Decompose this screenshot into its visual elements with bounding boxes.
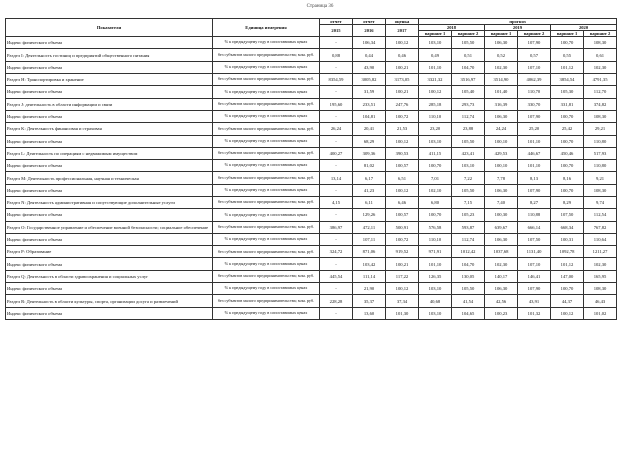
indicator-cell: Индекс физического объема xyxy=(6,86,213,98)
value-cell: 316,39 xyxy=(485,98,518,110)
value-cell: 107,10 xyxy=(518,258,551,270)
value-cell: 104,65 xyxy=(452,307,485,319)
value-cell: 105,30 xyxy=(551,86,584,98)
value-cell: 105,50 xyxy=(452,184,485,196)
value-cell: 106,30 xyxy=(485,184,518,196)
unit-cell: без субъектов малого предпринимательства; млн. руб. xyxy=(213,270,320,282)
value-cell: 8354,59 xyxy=(320,74,353,86)
value-cell: 102,30 xyxy=(485,258,518,270)
value-cell: 108,30 xyxy=(584,184,617,196)
value-cell: 104,70 xyxy=(452,258,485,270)
indicator-cell: Раздел J: деятельность в области информации и связи xyxy=(6,98,213,110)
value-cell: 103,10 xyxy=(419,135,452,147)
value-cell: 450,46 xyxy=(551,147,584,159)
indicator-cell: Индекс физического объема xyxy=(6,307,213,319)
value-cell: - xyxy=(320,307,353,319)
table-row xyxy=(6,246,617,258)
unit-cell: % к предыдущему году в сопоставимых ценах xyxy=(213,37,320,49)
value-cell: 110,80 xyxy=(584,135,617,147)
unit-cell: % к предыдущему году в сопоставимых ценах xyxy=(213,110,320,122)
table-row xyxy=(6,172,617,184)
value-cell: 1211,27 xyxy=(584,246,617,258)
value-cell: 228,28 xyxy=(320,295,353,307)
value-cell: 112,54 xyxy=(584,209,617,221)
value-cell: 101,32 xyxy=(518,307,551,319)
value-cell: 101,10 xyxy=(518,135,551,147)
value-cell: 112,70 xyxy=(584,86,617,98)
value-cell: 390,53 xyxy=(386,147,419,159)
value-cell: 6,11 xyxy=(353,197,386,209)
value-cell: 233,51 xyxy=(353,98,386,110)
value-cell: 107,50 xyxy=(551,209,584,221)
value-cell: 165,95 xyxy=(584,270,617,282)
value-cell: 146,41 xyxy=(518,270,551,282)
indicator-header: Показатели xyxy=(6,19,213,37)
value-cell: 4,15 xyxy=(320,197,353,209)
indicator-cell: Раздел P: Образование xyxy=(6,246,213,258)
unit-cell: без субъектов малого предпринимательства; млн. руб. xyxy=(213,197,320,209)
indicator-cell: Раздел H: Транспортировка и хранение xyxy=(6,74,213,86)
value-cell: - xyxy=(320,233,353,245)
value-cell: 3514,90 xyxy=(485,74,518,86)
value-cell: 103,10 xyxy=(419,37,452,49)
value-cell: 107,90 xyxy=(518,184,551,196)
value-cell: 100,21 xyxy=(386,86,419,98)
value-cell: 100,10 xyxy=(485,135,518,147)
value-cell: 23,20 xyxy=(419,123,452,135)
value-cell: 108,30 xyxy=(584,37,617,49)
unit-cell: % к предыдущему году в сопоставимых ценах xyxy=(213,283,320,295)
value-cell: 105,50 xyxy=(452,283,485,295)
value-cell: 26,24 xyxy=(320,123,353,135)
value-cell: 130,05 xyxy=(452,270,485,282)
value-cell: 100,12 xyxy=(386,37,419,49)
value-cell: 105,23 xyxy=(452,209,485,221)
value-cell: 100,70 xyxy=(551,283,584,295)
value-cell: 13,14 xyxy=(320,172,353,184)
value-cell: 0,52 xyxy=(485,49,518,61)
variant-header: вариант 2 xyxy=(518,31,551,37)
value-cell: 106,34 xyxy=(353,37,386,49)
value-cell: 105,50 xyxy=(452,37,485,49)
value-cell: 517,93 xyxy=(584,147,617,159)
unit-cell: % к предыдущему году в сопоставимых ценах xyxy=(213,160,320,172)
value-cell: 7,78 xyxy=(485,172,518,184)
value-cell: 8,27 xyxy=(518,197,551,209)
table-row xyxy=(6,123,617,135)
table-row xyxy=(6,283,617,295)
value-cell: 108,30 xyxy=(584,110,617,122)
value-cell: - xyxy=(320,184,353,196)
value-cell: 46,43 xyxy=(584,295,617,307)
estimate-header: оценка xyxy=(386,19,419,25)
value-cell: 20,41 xyxy=(353,123,386,135)
report-header-2015: отчет xyxy=(320,19,353,25)
value-cell: 100,31 xyxy=(551,233,584,245)
value-cell: 101,12 xyxy=(551,61,584,73)
value-cell: 6,17 xyxy=(353,172,386,184)
value-cell: 104,81 xyxy=(353,110,386,122)
value-cell: 25,42 xyxy=(551,123,584,135)
value-cell: 103,10 xyxy=(419,307,452,319)
value-cell: 3516,97 xyxy=(452,74,485,86)
value-cell: 429,53 xyxy=(485,147,518,159)
value-cell: 108,30 xyxy=(584,283,617,295)
table-row xyxy=(6,135,617,147)
value-cell: 107,90 xyxy=(518,37,551,49)
value-cell: 330,70 xyxy=(518,98,551,110)
value-cell: - xyxy=(320,160,353,172)
value-cell: 110,70 xyxy=(518,86,551,98)
value-cell: - xyxy=(320,258,353,270)
value-cell: 7,01 xyxy=(419,172,452,184)
value-cell: 102,30 xyxy=(485,61,518,73)
value-cell: 1092,78 xyxy=(551,246,584,258)
table-row xyxy=(6,110,617,122)
value-cell: 107,90 xyxy=(518,110,551,122)
value-cell: 576,58 xyxy=(419,221,452,233)
table-row xyxy=(6,233,617,245)
value-cell: 639,67 xyxy=(485,221,518,233)
value-cell: 100,70 xyxy=(551,135,584,147)
value-cell: 100,72 xyxy=(386,110,419,122)
unit-cell: без субъектов малого предпринимательства; млн. руб. xyxy=(213,221,320,233)
value-cell: 101,12 xyxy=(551,258,584,270)
unit-cell: без субъектов малого предпринимательства; млн. руб. xyxy=(213,98,320,110)
value-cell: 102,30 xyxy=(584,61,617,73)
page-number: Страница 36 xyxy=(306,4,334,9)
value-cell: 101,10 xyxy=(419,258,452,270)
value-cell: 100,70 xyxy=(419,209,452,221)
unit-cell: без субъектов малого предпринимательства; млн. руб. xyxy=(213,74,320,86)
value-cell: 147,00 xyxy=(551,270,584,282)
value-cell: - xyxy=(320,61,353,73)
value-cell: 9,74 xyxy=(584,197,617,209)
value-cell: 374,82 xyxy=(584,98,617,110)
value-cell: 41,54 xyxy=(452,295,485,307)
indicator-cell: Индекс физического объема xyxy=(6,209,213,221)
value-cell: 110,10 xyxy=(419,110,452,122)
unit-cell: % к предыдущему году в сопоставимых ценах xyxy=(213,307,320,319)
value-cell: 324,72 xyxy=(320,246,353,258)
value-cell: 110,10 xyxy=(419,233,452,245)
unit-cell: без субъектов малого предпринимательства; млн. руб. xyxy=(213,49,320,61)
unit-cell: % к предыдущему году в сопоставимых ценах xyxy=(213,258,320,270)
value-cell: 3854,54 xyxy=(551,74,584,86)
value-cell: 386,97 xyxy=(320,221,353,233)
year-header-2019: 2019 xyxy=(485,25,551,31)
variant-header: вариант 1 xyxy=(485,31,518,37)
value-cell: 21,53 xyxy=(386,123,419,135)
table-row xyxy=(6,258,617,270)
value-cell: - xyxy=(320,283,353,295)
table-row xyxy=(6,74,617,86)
value-cell: 0,46 xyxy=(386,49,419,61)
value-cell: 500,91 xyxy=(386,221,419,233)
value-cell: 6,46 xyxy=(386,197,419,209)
value-cell: 971,91 xyxy=(419,246,452,258)
value-cell: 101,40 xyxy=(485,86,518,98)
value-cell: 4791,35 xyxy=(584,74,617,86)
value-cell: 0,49 xyxy=(419,49,452,61)
table-row xyxy=(6,147,617,159)
value-cell: 106,30 xyxy=(485,37,518,49)
indicator-cell: Раздел Q: Деятельность в области здравоохранения и социальных услуг xyxy=(6,270,213,282)
value-cell: 7,15 xyxy=(452,197,485,209)
table-row xyxy=(6,98,617,110)
value-cell: 7,22 xyxy=(452,172,485,184)
value-cell: 110,88 xyxy=(518,209,551,221)
value-cell: 100,21 xyxy=(386,258,419,270)
year-header-2015: 2015 xyxy=(320,25,353,37)
year-header-2017: 2017 xyxy=(386,25,419,37)
value-cell: 8,29 xyxy=(551,197,584,209)
value-cell: 445,54 xyxy=(320,270,353,282)
value-cell: 3173,05 xyxy=(386,74,419,86)
table-row xyxy=(6,270,617,282)
unit-cell: % к предыдущему году в сопоставимых ценах xyxy=(213,61,320,73)
value-cell: 100,70 xyxy=(551,160,584,172)
year-header-2018: 2018 xyxy=(419,25,485,31)
year-header-2016: 2016 xyxy=(353,25,386,37)
table-row xyxy=(6,61,617,73)
value-cell: 100,23 xyxy=(485,307,518,319)
value-cell: 285,18 xyxy=(419,98,452,110)
value-cell: 100,70 xyxy=(419,160,452,172)
value-cell: 1131,40 xyxy=(518,246,551,258)
unit-cell: без субъектов малого предпринимательства; млн. руб. xyxy=(213,295,320,307)
unit-cell: % к предыдущему году в сопоставимых ценах xyxy=(213,209,320,221)
value-cell: 7,40 xyxy=(485,197,518,209)
table-row xyxy=(6,49,617,61)
value-cell: 0,61 xyxy=(584,49,617,61)
value-cell: 247,76 xyxy=(386,98,419,110)
value-cell: 0,55 xyxy=(551,49,584,61)
value-cell: 100,12 xyxy=(386,283,419,295)
value-cell: 110,64 xyxy=(584,233,617,245)
value-cell: 107,11 xyxy=(353,233,386,245)
value-cell: 100,70 xyxy=(551,184,584,196)
value-cell: 112,74 xyxy=(452,110,485,122)
value-cell: 101,02 xyxy=(584,307,617,319)
indicator-cell: Раздел K: Деятельность финансовая и страховая xyxy=(6,123,213,135)
value-cell: 140,17 xyxy=(485,270,518,282)
value-cell: 102,10 xyxy=(419,184,452,196)
value-cell: 8,16 xyxy=(551,172,584,184)
value-cell: 104,70 xyxy=(452,61,485,73)
indicator-cell: Раздел I: Деятельность гостиниц и предприятий общественного питания xyxy=(6,49,213,61)
unit-cell: % к предыдущему году в сопоставимых ценах xyxy=(213,86,320,98)
value-cell: 1037,68 xyxy=(485,246,518,258)
value-cell: 31,59 xyxy=(353,86,386,98)
table-header xyxy=(6,19,617,37)
table-row xyxy=(6,221,617,233)
indicator-cell: Индекс физического объема xyxy=(6,233,213,245)
value-cell: 112,74 xyxy=(452,233,485,245)
indicator-cell: Индекс физического объема xyxy=(6,283,213,295)
value-cell: 331,81 xyxy=(551,98,584,110)
unit-cell: % к предыдущему году в сопоставимых ценах xyxy=(213,233,320,245)
value-cell: 100,12 xyxy=(386,184,419,196)
value-cell: 103,42 xyxy=(353,258,386,270)
indicator-cell: Раздел R: Деятельность в области культуры, спорта, организации досуга и развлечений xyxy=(6,295,213,307)
forecast-table xyxy=(5,18,617,320)
value-cell: 105,50 xyxy=(452,135,485,147)
indicator-cell: Индекс физического объема xyxy=(6,61,213,73)
table-body xyxy=(6,37,617,320)
value-cell: 100,57 xyxy=(386,160,419,172)
value-cell: 42,56 xyxy=(485,295,518,307)
indicator-cell: Раздел M: Деятельность профессиональная, научная и техническая xyxy=(6,172,213,184)
value-cell: 100,70 xyxy=(551,37,584,49)
value-cell: 106,30 xyxy=(485,283,518,295)
value-cell: 81,02 xyxy=(353,160,386,172)
value-cell: 1012,42 xyxy=(452,246,485,258)
value-cell: 129,26 xyxy=(353,209,386,221)
value-cell: 919,52 xyxy=(386,246,419,258)
value-cell: 40,68 xyxy=(419,295,452,307)
indicator-cell: Раздел N: Деятельность административная и сопутствующие дополнительные услуги xyxy=(6,197,213,209)
value-cell: 411,15 xyxy=(419,147,452,159)
value-cell: 4062,39 xyxy=(518,74,551,86)
value-cell: 107,90 xyxy=(518,283,551,295)
variant-header: вариант 2 xyxy=(452,31,485,37)
value-cell: - xyxy=(320,86,353,98)
value-cell: 103,10 xyxy=(452,160,485,172)
table-row xyxy=(6,37,617,49)
indicator-cell: Раздел O: Государственное управление и обеспечение военной безопасности; социальное обеспечение xyxy=(6,221,213,233)
table-row xyxy=(6,307,617,319)
value-cell: 101,30 xyxy=(386,307,419,319)
value-cell: 110,80 xyxy=(584,160,617,172)
value-cell: 9,21 xyxy=(584,172,617,184)
value-cell: 41,23 xyxy=(353,184,386,196)
indicator-cell: Индекс физического объема xyxy=(6,110,213,122)
value-cell: 3005,82 xyxy=(353,74,386,86)
table-row xyxy=(6,295,617,307)
value-cell: 107,50 xyxy=(518,233,551,245)
value-cell: 100,12 xyxy=(551,307,584,319)
value-cell: 43,90 xyxy=(353,61,386,73)
value-cell: - xyxy=(320,209,353,221)
unit-cell: без субъектов малого предпринимательства; млн. руб. xyxy=(213,147,320,159)
value-cell: 21,90 xyxy=(353,283,386,295)
value-cell: 103,10 xyxy=(419,283,452,295)
value-cell: 293,73 xyxy=(452,98,485,110)
unit-cell: % к предыдущему году в сопоставимых ценах xyxy=(213,135,320,147)
variant-header: вариант 2 xyxy=(584,31,617,37)
table-row xyxy=(6,86,617,98)
value-cell: 107,10 xyxy=(518,61,551,73)
unit-cell: без субъектов малого предпринимательства; млн. руб. xyxy=(213,246,320,258)
value-cell: 43,91 xyxy=(518,295,551,307)
value-cell: 423,41 xyxy=(452,147,485,159)
value-cell: 44,37 xyxy=(551,295,584,307)
value-cell: 100,72 xyxy=(386,233,419,245)
forecast-header: прогноз xyxy=(419,19,617,25)
value-cell: 593,87 xyxy=(452,221,485,233)
value-cell: 35,37 xyxy=(353,295,386,307)
value-cell: 105,40 xyxy=(452,86,485,98)
variant-header: вариант 1 xyxy=(419,31,452,37)
unit-cell: % к предыдущему году в сопоставимых ценах xyxy=(213,184,320,196)
variant-header: вариант 1 xyxy=(551,31,584,37)
value-cell: 101,10 xyxy=(518,160,551,172)
table-row xyxy=(6,209,617,221)
value-cell: 29,21 xyxy=(584,123,617,135)
value-cell: 101,10 xyxy=(419,61,452,73)
value-cell: 3321,32 xyxy=(419,74,452,86)
value-cell: 871,06 xyxy=(353,246,386,258)
value-cell: 106,30 xyxy=(485,110,518,122)
indicator-cell: Индекс физического объема xyxy=(6,37,213,49)
value-cell: 100,21 xyxy=(386,61,419,73)
value-cell: 117,22 xyxy=(386,270,419,282)
value-cell: 6,80 xyxy=(419,197,452,209)
indicator-cell: Раздел L: Деятельность по операциям с недвижимым имуществом xyxy=(6,147,213,159)
value-cell: - xyxy=(320,135,353,147)
value-cell: 102,30 xyxy=(584,258,617,270)
value-cell: 23,88 xyxy=(452,123,485,135)
value-cell: 100,10 xyxy=(485,160,518,172)
value-cell: 106,30 xyxy=(485,233,518,245)
value-cell: 0,44 xyxy=(353,49,386,61)
value-cell: 68,29 xyxy=(353,135,386,147)
value-cell: 8,13 xyxy=(518,172,551,184)
value-cell: 100,30 xyxy=(485,209,518,221)
indicator-cell: Индекс физического объема xyxy=(6,135,213,147)
value-cell: 309,36 xyxy=(353,147,386,159)
value-cell: 100,57 xyxy=(386,209,419,221)
unit-cell: без субъектов малого предпринимательства; млн. руб. xyxy=(213,123,320,135)
value-cell: - xyxy=(320,37,353,49)
value-cell: 6,51 xyxy=(386,172,419,184)
indicator-cell: Индекс физического объема xyxy=(6,184,213,196)
value-cell: 666,14 xyxy=(518,221,551,233)
value-cell: - xyxy=(320,110,353,122)
value-cell: 0,88 xyxy=(320,49,353,61)
value-cell: 0,51 xyxy=(452,49,485,61)
report-header-2016: отчет xyxy=(353,19,386,25)
value-cell: 100,12 xyxy=(386,135,419,147)
table-row xyxy=(6,197,617,209)
value-cell: 25,20 xyxy=(518,123,551,135)
unit-cell: без субъектов малого предпринимательства; млн. руб. xyxy=(213,172,320,184)
value-cell: 111,14 xyxy=(353,270,386,282)
value-cell: 13,60 xyxy=(353,307,386,319)
value-cell: 767,82 xyxy=(584,221,617,233)
unit-header: Единица измерения xyxy=(213,19,320,37)
indicator-cell: Индекс физического объема xyxy=(6,258,213,270)
table-row xyxy=(6,160,617,172)
value-cell: 100,12 xyxy=(419,86,452,98)
table-row xyxy=(6,184,617,196)
value-cell: 126,35 xyxy=(419,270,452,282)
value-cell: 472,11 xyxy=(353,221,386,233)
value-cell: 24,24 xyxy=(485,123,518,135)
value-cell: 195,60 xyxy=(320,98,353,110)
value-cell: 100,70 xyxy=(551,110,584,122)
indicator-cell: Индекс физического объема xyxy=(6,160,213,172)
value-cell: 668,34 xyxy=(551,221,584,233)
value-cell: 37,34 xyxy=(386,295,419,307)
year-header-2020: 2020 xyxy=(551,25,617,31)
value-cell: 0,57 xyxy=(518,49,551,61)
value-cell: 400,27 xyxy=(320,147,353,159)
value-cell: 446,67 xyxy=(518,147,551,159)
